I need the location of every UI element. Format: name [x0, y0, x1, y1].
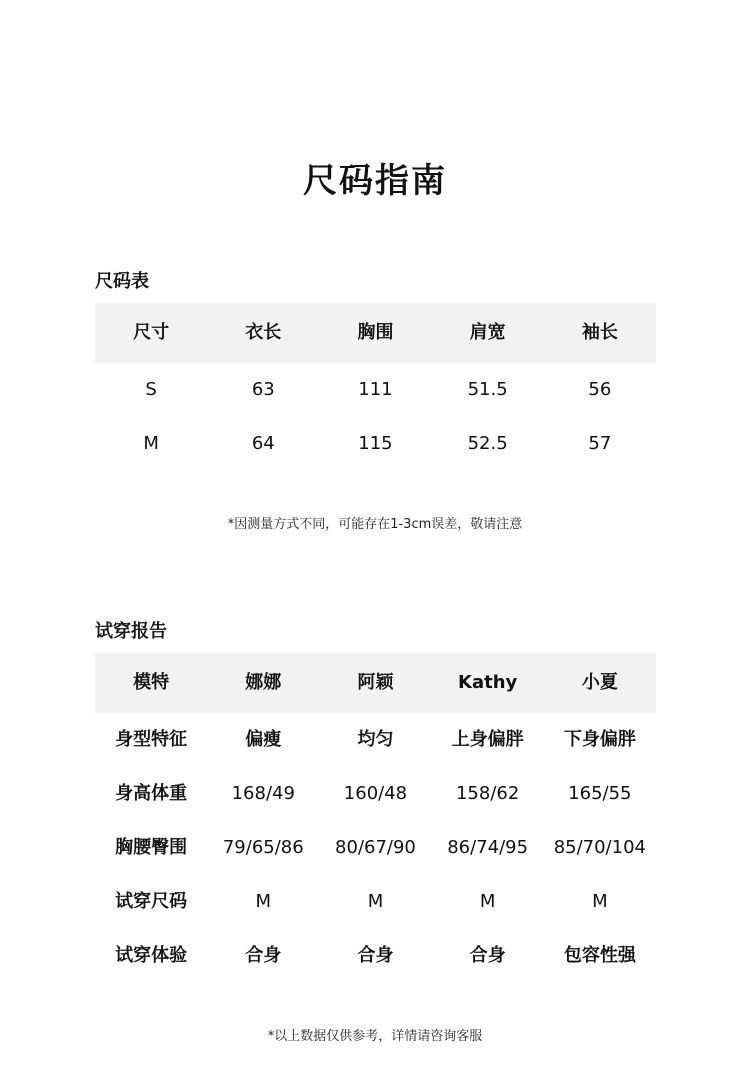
table-cell: 168/49: [231, 783, 295, 804]
try-on-report-note: *以上数据仅供参考，详情请咨询客服: [267, 1029, 483, 1044]
table-row: [95, 821, 656, 875]
table-cell: 165/55: [568, 783, 632, 804]
column-header-sleeve: 袖长: [581, 322, 618, 343]
row-label: 试穿尺码: [115, 891, 188, 912]
column-header-model-3: Kathy: [458, 672, 518, 693]
row-label: 身高体重: [115, 783, 188, 804]
table-cell: 80/67/90: [335, 837, 416, 858]
table-cell: M: [255, 891, 272, 912]
try-on-report-heading: 试穿报告: [95, 621, 167, 642]
table-cell: 79/65/86: [222, 837, 304, 858]
row-label: 胸腰臀围: [115, 837, 188, 858]
try-on-header-row: [95, 653, 656, 713]
table-cell: 合身: [357, 945, 394, 966]
table-cell: 包容性强: [563, 945, 636, 966]
column-header-size: 尺寸: [133, 322, 170, 343]
table-cell: M: [143, 433, 159, 454]
table-cell: 160/48: [343, 783, 408, 804]
table-cell: 57: [588, 433, 612, 454]
column-header-model-2: 阿颖: [357, 672, 394, 693]
column-header-shoulder: 肩宽: [469, 322, 506, 343]
table-cell: 63: [251, 379, 275, 400]
row-label: 试穿体验: [115, 945, 188, 966]
table-cell: 52.5: [467, 433, 508, 454]
table-row: [95, 875, 656, 929]
table-cell: 86/74/95: [447, 837, 529, 858]
page-title: 尺码指南: [303, 161, 447, 201]
table-cell: 115: [358, 433, 393, 454]
table-row: [95, 767, 656, 821]
table-cell: 合身: [245, 945, 282, 966]
table-cell: M: [367, 891, 384, 912]
table-cell: 上身偏胖: [451, 729, 524, 750]
table-cell: 111: [358, 379, 393, 400]
row-label: 身型特征: [115, 729, 188, 750]
try-on-report-table: [95, 653, 656, 983]
table-cell: 64: [251, 433, 275, 454]
table-row: [95, 417, 656, 471]
size-chart-heading: 尺码表: [95, 271, 149, 292]
column-header-model-4: 小夏: [581, 672, 618, 693]
size-chart-table: [95, 303, 656, 471]
table-cell: S: [145, 379, 157, 400]
size-chart-note: *因测量方式不同，可能存在1-3cm误差，敬请注意: [227, 517, 523, 532]
table-cell: 偏瘦: [245, 729, 282, 750]
table-cell: 85/70/104: [553, 837, 646, 858]
column-header-chest: 胸围: [357, 322, 394, 343]
table-cell: M: [479, 891, 496, 912]
column-header-length: 衣长: [245, 322, 282, 343]
column-header-model-1: 娜娜: [245, 672, 282, 693]
table-cell: 158/62: [455, 783, 520, 804]
table-cell: M: [592, 891, 608, 912]
table-row: [95, 363, 656, 417]
table-row: [95, 929, 656, 983]
table-row: [95, 713, 656, 767]
table-cell: 均匀: [357, 729, 394, 750]
table-cell: 合身: [469, 945, 506, 966]
table-cell: 51.5: [467, 379, 508, 400]
table-cell: 下身偏胖: [563, 729, 636, 750]
size-chart-header-row: [95, 303, 656, 363]
column-header-model: 模特: [133, 672, 170, 693]
table-cell: 56: [588, 379, 612, 400]
